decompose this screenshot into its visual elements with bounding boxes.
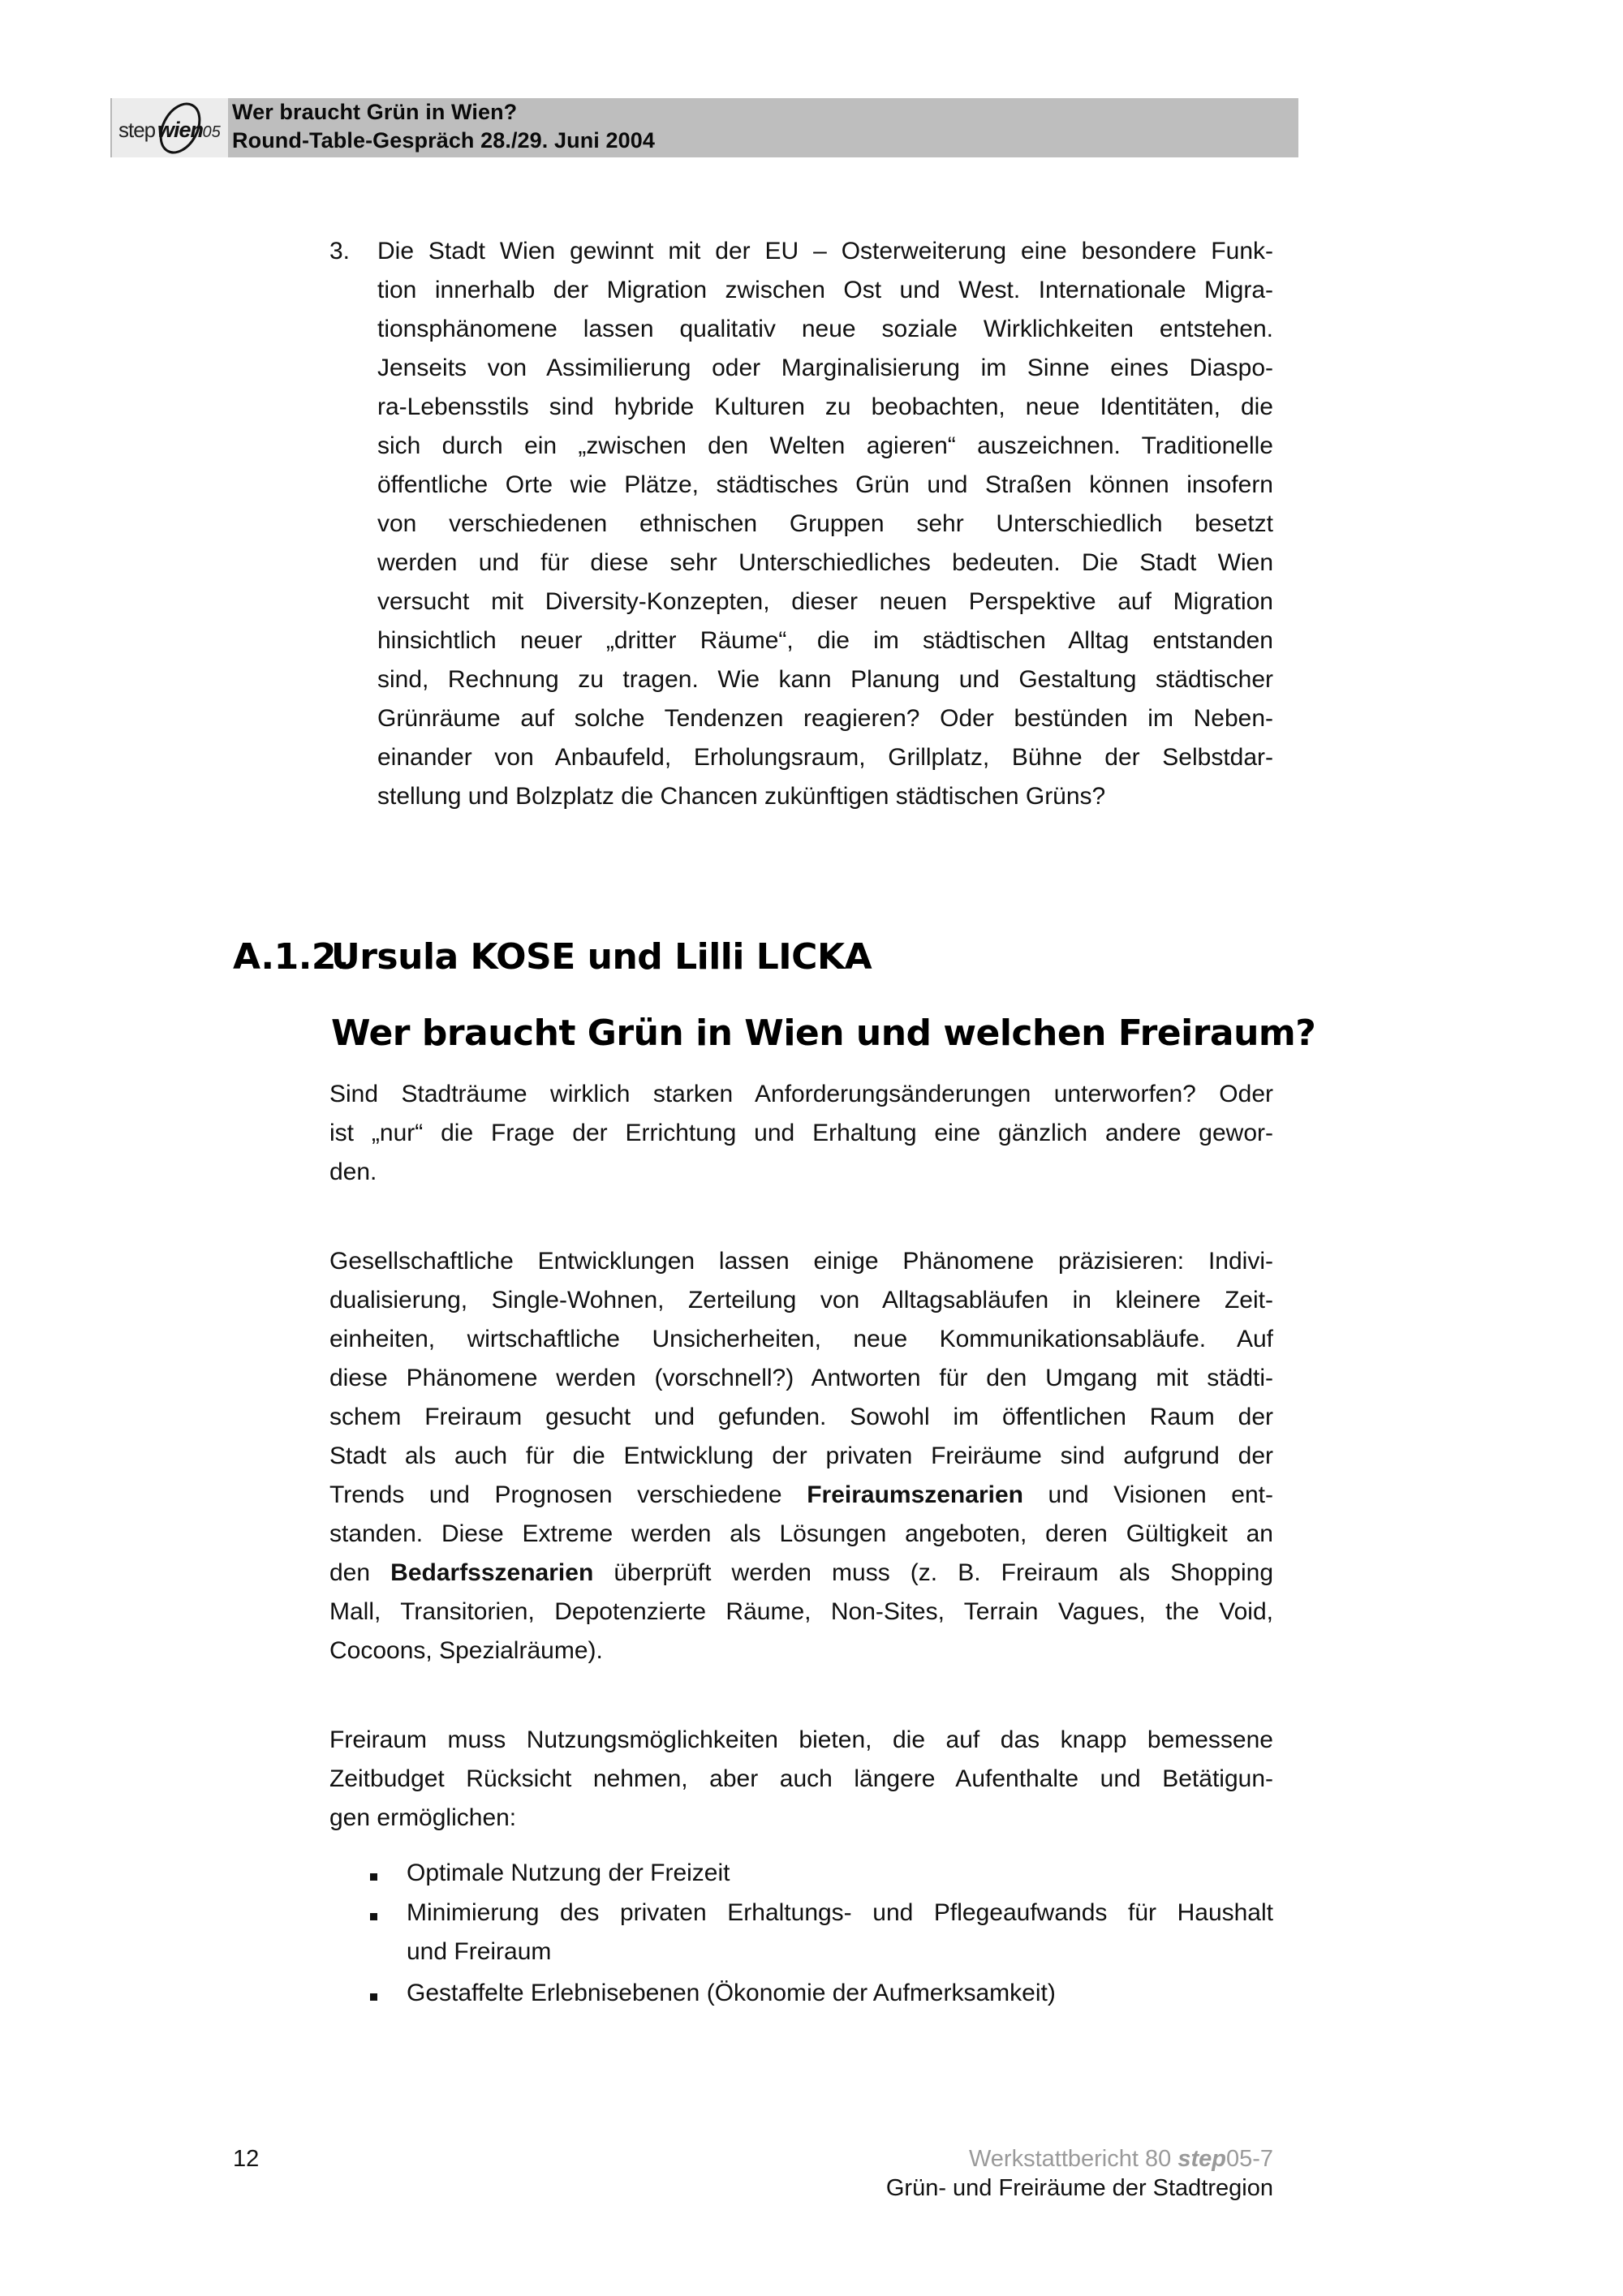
text-line: gen ermöglichen: <box>329 1804 517 1831</box>
svg-text:step: step <box>118 118 156 142</box>
bullet-square-icon <box>370 1913 377 1920</box>
page-header <box>110 98 1298 157</box>
text-line: öffentliche Orte wie Plätze, städtisches Grün und Straßen können insofern <box>377 471 1273 498</box>
text-line: einheiten, wirtschaftliche Unsicherheiten, neue Kommunikationsabläufe. Auf <box>329 1326 1273 1352</box>
bullet-square-icon <box>370 1873 377 1881</box>
text-line: versucht mit Diversity-Konzepten, dieser neuen Perspektive auf Migration <box>377 588 1273 615</box>
page-number: 12 <box>233 2146 260 2172</box>
text-run: überprüft werden muss (z. B. Freiraum als Shopping <box>593 1559 1274 1586</box>
text-line: standen. Diese Extreme werden als Lösungen angeboten, deren Gültigkeit an <box>329 1520 1273 1547</box>
footer-series-pre: Werkstattbericht 80 <box>968 2146 1178 2172</box>
text-line: Grünräume auf solche Tendenzen reagieren? Oder bestünden im Neben- <box>377 705 1273 732</box>
text-line: diese Phänomene werden (vorschnell?) Antworten für den Umgang mit städti- <box>329 1365 1273 1391</box>
text-line: werden und für diese sehr Unterschiedliches bedeuten. Die Stadt Wien <box>377 549 1273 576</box>
text-run: den <box>329 1559 391 1586</box>
paragraph-3 <box>329 1721 1273 1838</box>
stepwien-logo-icon <box>117 100 226 157</box>
bullet-square-icon <box>370 1993 377 2001</box>
text-line: stellung und Bolzplatz die Chancen zukünftigen städtischen Grüns? <box>377 783 1106 810</box>
text-line: ra-Lebensstils sind hybride Kulturen zu beobachten, neue Identitäten, die <box>377 393 1273 420</box>
footer-subtitle: Grün- und Freiräume der Stadtregion <box>885 2175 1273 2201</box>
bold-term-freiraumszenarien: Freiraumszenarien <box>807 1481 1023 1508</box>
text-line: den. <box>329 1159 377 1185</box>
footer-series-post: 05-7 <box>1225 2146 1273 2172</box>
stepwien-logo <box>110 98 228 157</box>
footer-series-step: step <box>1177 2146 1226 2172</box>
text-line: Mall, Transitorien, Depotenzierte Räume, Non-Sites, Terrain Vagues, the Void, <box>329 1598 1273 1625</box>
bullet-text: Gestaffelte Erlebnisebenen (Ökonomie der Aufmerksamkeit) <box>407 1980 1056 2006</box>
text-line <box>329 1554 1273 1593</box>
footer-series <box>969 2144 1273 2173</box>
text-line: sich durch ein „zwischen den Welten agieren“ auszeichnen. Traditionelle <box>377 432 1273 459</box>
text-run: Trends und Prognosen verschiedene <box>329 1481 807 1508</box>
text-line: dualisierung, Single-Wohnen, Zerteilung von Alltagsabläufen in kleinere Zeit- <box>329 1287 1273 1314</box>
section-title: Ursula KOSE und Lilli LICKA <box>331 936 872 978</box>
text-line: Sind Stadträume wirklich starken Anforderungsänderungen unterworfen? Oder <box>329 1081 1273 1107</box>
bullet-text <box>407 1894 1273 1971</box>
header-subtitle: Round-Table-Gespräch 28./29. Juni 2004 <box>232 128 655 153</box>
paragraph-2 <box>329 1242 1273 1670</box>
text-line: Cocoons, Spezialräume). <box>329 1637 603 1664</box>
svg-text:.05: .05 <box>198 123 221 141</box>
text-line: ist „nur“ die Frage der Errichtung und Erhaltung eine gänzlich andere gewor- <box>329 1120 1273 1146</box>
text-line: Stadt als auch für die Entwicklung der privaten Freiräume sind aufgrund der <box>329 1443 1273 1469</box>
section-subtitle: Wer braucht Grün in Wien und welchen Freiraum? <box>331 1013 1316 1054</box>
text-line: einander von Anbaufeld, Erholungsraum, Grillplatz, Bühne der Selbstdar- <box>377 744 1273 771</box>
svg-text:wien: wien <box>157 118 204 142</box>
text-line: schem Freiraum gesucht und gefunden. Sowohl im öffentlichen Raum der <box>329 1404 1273 1430</box>
text-line: Gesellschaftliche Entwicklungen lassen einige Phänomene präzisieren: Indivi- <box>329 1248 1273 1275</box>
text-line <box>329 1476 1273 1515</box>
text-line: Minimierung des privaten Erhaltungs- und Pflegeaufwands für Haushalt <box>407 1899 1273 1926</box>
text-line: tionsphänomene lassen qualitativ neue soziale Wirklichkeiten entstehen. <box>377 316 1273 342</box>
text-line: Freiraum muss Nutzungsmöglichkeiten bieten, die auf das knapp bemessene <box>329 1726 1273 1753</box>
header-title: Wer braucht Grün in Wien? <box>232 100 518 124</box>
text-line: Jenseits von Assimilierung oder Marginalisierung im Sinne eines Diaspo- <box>377 355 1273 381</box>
paragraph-1 <box>329 1075 1273 1192</box>
list-item-number: 3. <box>329 238 351 264</box>
text-run: und Visionen ent- <box>1022 1481 1273 1508</box>
text-line: und Freiraum <box>407 1938 552 1965</box>
text-line: tion innerhalb der Migration zwischen Ost und West. Internationale Migra- <box>377 277 1273 303</box>
text-line: Zeitbudget Rücksicht nehmen, aber auch längere Aufenthalte und Betätigun- <box>329 1765 1273 1792</box>
bullet-text: Optimale Nutzung der Freizeit <box>407 1860 730 1886</box>
text-line: Die Stadt Wien gewinnt mit der EU – Osterweiterung eine besondere Funk- <box>377 238 1273 264</box>
item3-paragraph <box>377 232 1273 816</box>
section-number: A.1.2. <box>233 936 350 978</box>
text-line: von verschiedenen ethnischen Gruppen sehr Unterschiedlich besetzt <box>377 510 1273 537</box>
bold-term-bedarfsszenarien: Bedarfsszenarien <box>390 1559 594 1586</box>
text-line: hinsichtlich neuer „dritter Räume“, die im städtischen Alltag entstanden <box>377 627 1273 654</box>
text-line: sind, Rechnung zu tragen. Wie kann Planung und Gestaltung städtischer <box>377 666 1273 693</box>
